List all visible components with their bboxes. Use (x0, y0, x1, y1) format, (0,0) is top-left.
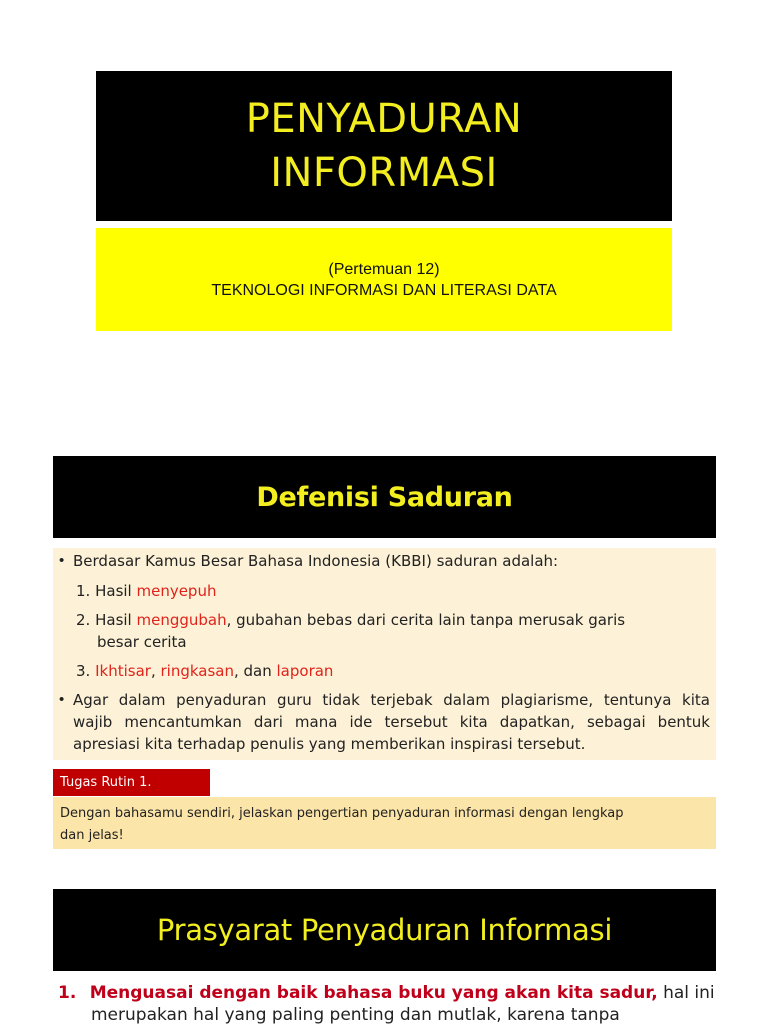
definition-intro: Berdasar Kamus Besar Bahasa Indonesia (KBBI) saduran adalah: (73, 552, 559, 570)
item-number: 1. (76, 582, 91, 600)
prerequisite-item-1-continued: merupakan hal yang paling penting dan mutlak, karena tanpa (91, 1005, 620, 1025)
item-highlight: menggubah (136, 611, 227, 629)
item-highlight: laporan (276, 662, 334, 680)
plagiarism-note-line-3: apresiasi kita terhadap penulis yang memberikan inspirasi tersebut. (73, 735, 586, 753)
subtitle-banner (96, 228, 672, 331)
subtitle-line-1: (Pertemuan 12) (328, 260, 440, 278)
item-highlight: menyepuh (136, 582, 217, 600)
item-text: , dan (233, 662, 277, 680)
definition-item-1 (76, 580, 216, 602)
plagiarism-note-line-2: wajib mencantumkan dari mana ide tersebut kita dapatkan, sebagai bentuk (73, 713, 710, 731)
title-line-2: INFORMASI (270, 150, 498, 196)
item-text: Hasil (95, 611, 137, 629)
bullet-icon: • (59, 552, 65, 569)
task-line-2: dan jelas! (60, 828, 124, 843)
definition-item-3 (76, 660, 333, 682)
task-line-1: Dengan bahasamu sendiri, jelaskan pengertian penyaduran informasi dengan lengkap (60, 806, 624, 821)
definition-item-2-continued: besar cerita (97, 633, 187, 651)
title-banner (96, 71, 672, 221)
task-body (53, 797, 716, 849)
item-text: , (150, 662, 161, 680)
item-highlight: ringkasan (160, 662, 234, 680)
subtitle-line-2: TEKNOLOGI INFORMASI DAN LITERASI DATA (211, 281, 557, 299)
definition-heading: Defenisi Saduran (256, 481, 513, 513)
item-number: 2. (76, 611, 91, 629)
title-line-1: PENYADURAN (245, 96, 523, 142)
prerequisite-item-1 (58, 982, 715, 1005)
bullet-icon: • (59, 691, 65, 708)
item-highlight: Ikhtisar (95, 662, 151, 680)
definition-heading-banner (53, 456, 716, 538)
definition-item-2 (76, 609, 625, 631)
item-text: , gubahan bebas dari cerita lain tanpa merusak garis (226, 611, 626, 629)
item-highlight: Menguasai dengan baik bahasa buku yang akan kita sadur, (89, 983, 658, 1003)
item-number: 3. (76, 662, 91, 680)
task-label: Tugas Rutin 1. (53, 769, 210, 796)
item-number: 1. (58, 983, 77, 1003)
item-text: hal ini (657, 983, 715, 1003)
plagiarism-note-line-1: Agar dalam penyaduran guru tidak terjebak dalam plagiarisme, tentunya kita (73, 691, 710, 709)
prerequisite-heading-banner (53, 889, 716, 971)
prerequisite-heading: Prasyarat Penyaduran Informasi (156, 913, 613, 947)
item-text: Hasil (95, 582, 137, 600)
task-text (60, 803, 710, 847)
definition-body (53, 548, 716, 760)
